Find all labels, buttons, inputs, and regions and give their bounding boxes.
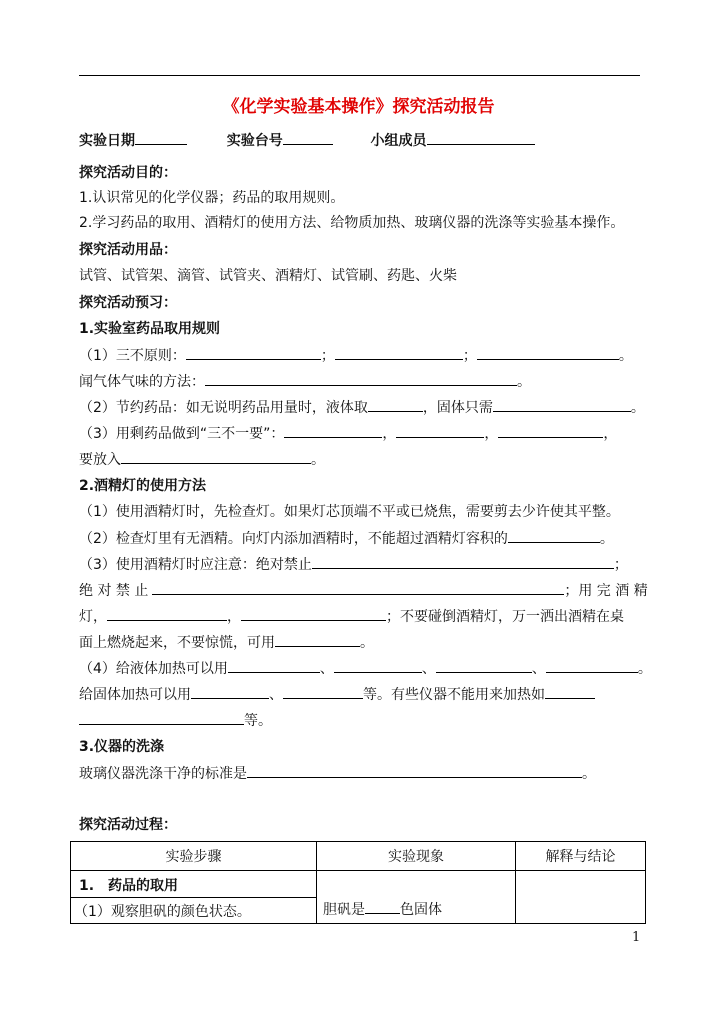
supplies-text: 试管、试管架、滴管、试管夹、酒精灯、试管刷、药匙、火柴 <box>79 268 457 284</box>
header-cell: 实验现象 <box>317 842 516 871</box>
leftover-reagent: （3）用剩药品做到“三不一要”： ， ， ， <box>79 423 617 444</box>
blank[interactable] <box>546 658 638 673</box>
step-heading: 1. 药品的取用 <box>71 871 316 898</box>
date-label: 实验日期 <box>79 133 135 149</box>
blank[interactable] <box>152 580 564 595</box>
page-number: 1 <box>632 930 641 945</box>
blank[interactable] <box>228 658 320 673</box>
header-cell: 解释与结论 <box>516 842 646 871</box>
preview-heading: 探究活动预习： <box>79 295 177 311</box>
lamp-step-3: （3）使用酒精灯时应注意：绝对禁止 ； <box>79 554 628 575</box>
purpose-item: 2.学习药品的取用、酒精灯的使用方法、给物质加热、玻璃仪器的洗涤等实验基本操作。 <box>79 215 625 231</box>
blank[interactable] <box>436 658 532 673</box>
header-cell: 实验步骤 <box>71 842 317 871</box>
section-3-heading: 3.仪器的洗涤 <box>79 739 165 755</box>
lamp-step-3-cont: 绝 对 禁 止 ；用 完 酒 精 <box>79 580 648 601</box>
members-blank[interactable] <box>427 130 535 145</box>
section-1-heading: 1.实验室药品取用规则 <box>79 321 221 337</box>
conclusion-cell[interactable] <box>516 871 646 924</box>
blank[interactable] <box>107 606 227 621</box>
blank[interactable] <box>477 345 619 360</box>
header-rule <box>79 75 640 76</box>
blank[interactable] <box>368 397 423 412</box>
blank[interactable] <box>191 684 269 699</box>
blank[interactable] <box>312 554 614 569</box>
date-blank[interactable] <box>135 130 187 145</box>
members-label: 小组成员 <box>370 133 427 149</box>
lamp-step-4: （4）给液体加热可以用 、 、 、 。 <box>79 658 652 679</box>
blank[interactable] <box>247 763 582 778</box>
put-into: 要放入 。 <box>79 449 325 470</box>
table-header-row <box>71 842 646 871</box>
step-text: （1）观察胆矾的颜色状态。 <box>74 904 251 920</box>
smell-method: 闻气体气味的方法： 。 <box>79 371 531 392</box>
info-row <box>79 130 535 151</box>
table-row <box>71 871 646 924</box>
blank[interactable] <box>493 397 631 412</box>
page-title: 《化学实验基本操作》探究活动报告 <box>222 97 495 117</box>
blank[interactable] <box>284 423 382 438</box>
lamp-step-3-cont: 灯， ， ；不要碰倒酒精灯，万一洒出酒精在桌 <box>79 606 624 627</box>
blank[interactable] <box>186 345 321 360</box>
blank[interactable] <box>275 632 360 647</box>
save-reagent: （2）节约药品：如无说明药品用量时，液体取 ，固体只需 。 <box>79 397 645 418</box>
section-2-heading: 2.酒精灯的使用方法 <box>79 478 207 494</box>
blank[interactable] <box>79 710 244 725</box>
process-table <box>70 841 646 924</box>
station-blank[interactable] <box>283 130 333 145</box>
station-label: 实验台号 <box>226 133 283 149</box>
blank[interactable] <box>241 606 386 621</box>
blank[interactable] <box>365 899 400 914</box>
process-heading: 探究活动过程： <box>79 817 177 833</box>
solid-heating-cont: 等。 <box>79 710 272 731</box>
blank[interactable] <box>205 371 517 386</box>
blank[interactable] <box>283 684 363 699</box>
blank[interactable] <box>396 423 484 438</box>
blank[interactable] <box>121 449 311 464</box>
blank[interactable] <box>335 345 463 360</box>
blank[interactable] <box>334 658 422 673</box>
rule-three-no: （1）三不原则： ； ； 。 <box>79 345 633 366</box>
blank[interactable] <box>508 528 600 543</box>
step-cell <box>71 871 317 924</box>
solid-heating: 给固体加热可以用 、 等。有些仪器不能用来加热如 <box>79 684 595 705</box>
lamp-step-1: （1）使用酒精灯时，先检查灯。如果灯芯顶端不平或已烧焦，需要剪去少许使其平整。 <box>79 504 620 520</box>
purpose-heading: 探究活动目的： <box>79 165 177 181</box>
blank[interactable] <box>545 684 595 699</box>
lamp-step-2: （2）检查灯里有无酒精。向灯内添加酒精时，不能超过酒精灯容积的 。 <box>79 528 614 549</box>
blank[interactable] <box>498 423 603 438</box>
wash-standard: 玻璃仪器洗涤干净的标准是 。 <box>79 763 596 784</box>
purpose-item: 1.认识常见的化学仪器；药品的取用规则。 <box>79 190 345 206</box>
supplies-heading: 探究活动用品： <box>79 242 177 258</box>
observation-cell: 胆矾是 色固体 <box>317 871 516 924</box>
lamp-step-3-cont: 面上燃烧起来，不要惊慌，可用 。 <box>79 632 374 653</box>
